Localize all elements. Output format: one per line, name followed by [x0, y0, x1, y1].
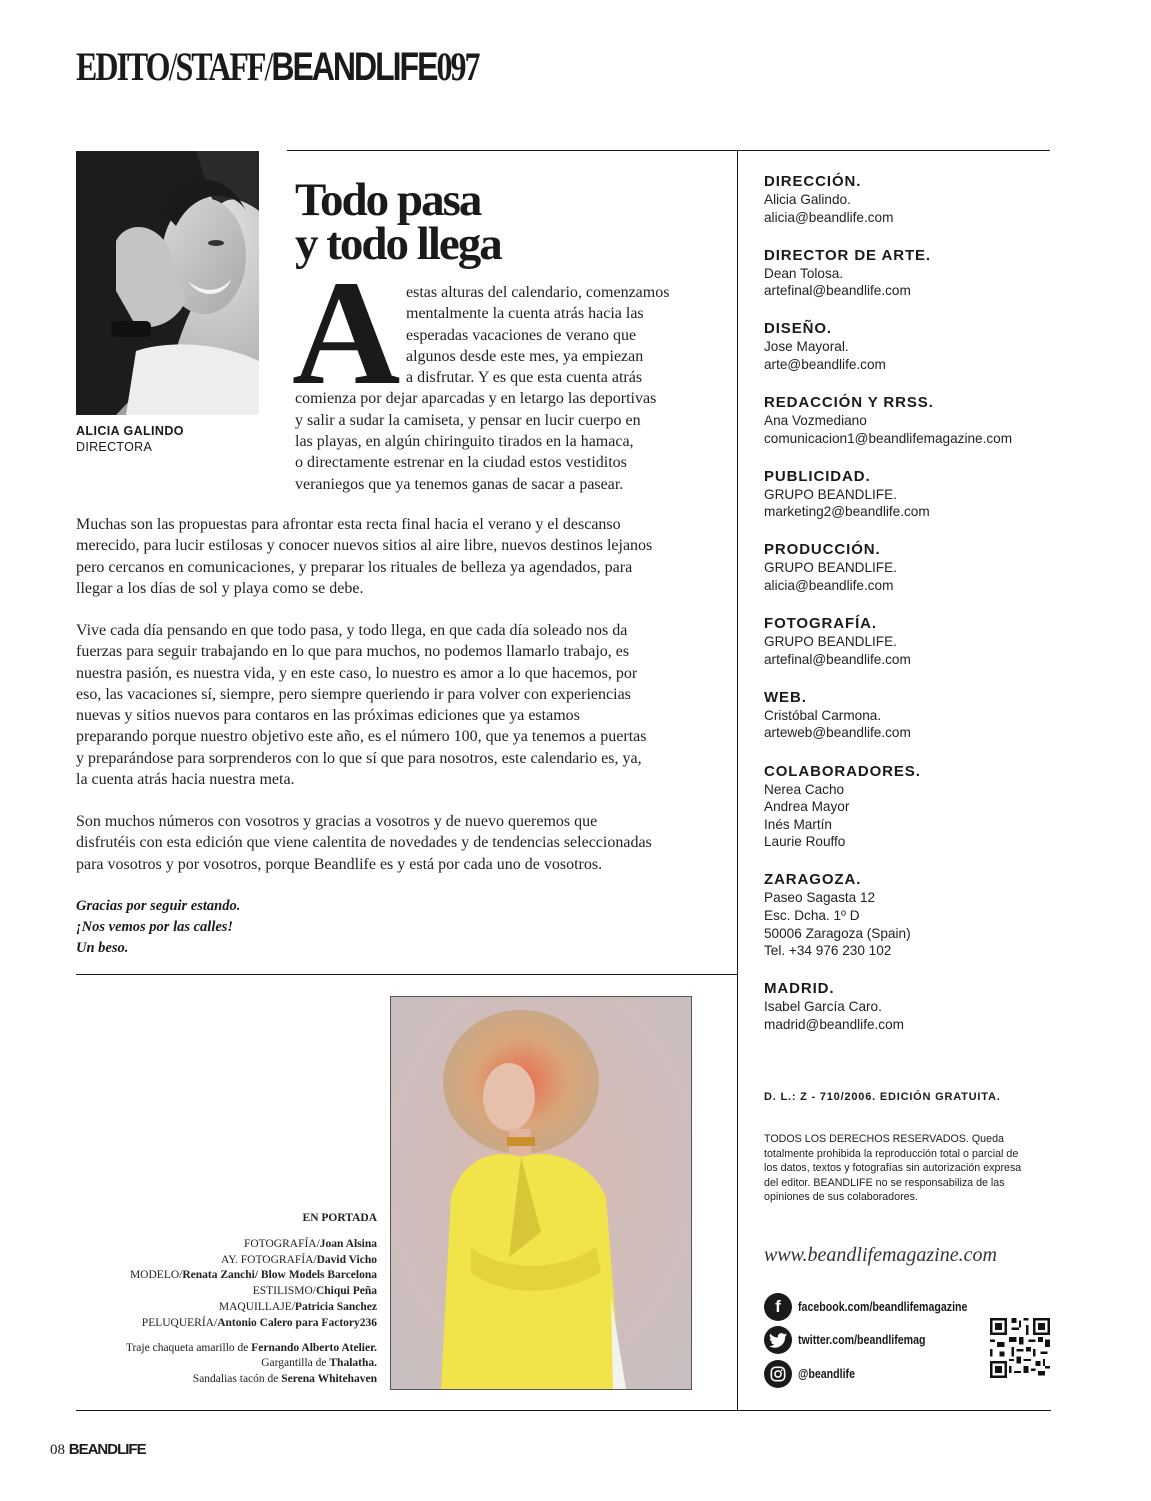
staff-heading: DIRECTOR DE ARTE.: [764, 246, 931, 264]
header-separator: /: [264, 44, 272, 89]
portrait-illustration: [76, 151, 259, 415]
twitter-handle: twitter.com/beandlifemag: [798, 1333, 926, 1347]
text-line: y preparándose para sorprenderos con lo que sí que para nosotros, este calendario es, ya,: [76, 749, 642, 767]
title-line: y todo llega: [295, 218, 501, 270]
bottom-rule: [76, 1410, 1051, 1411]
website-link[interactable]: www.beandlifemagazine.com: [764, 1244, 997, 1266]
staff-heading: REDACCIÓN Y RRSS.: [764, 394, 934, 412]
wardrobe-label: Traje chaqueta amarillo de: [125, 1341, 252, 1354]
text-line: estas alturas del calendario, comenzamos: [406, 284, 670, 301]
staff-email[interactable]: alicia@beandlife.com: [764, 209, 894, 225]
page-number: 08: [50, 1442, 65, 1458]
text-line: las playas, en algún chiringuito tirados en la hamaca,: [295, 433, 634, 451]
credit-value: Antonio Calero para Factory236: [217, 1316, 377, 1329]
text-line: Son muchos números con vosotros y gracias a vosotros y de nuevo queremos que: [76, 813, 598, 830]
staff-detail: Nerea Cacho: [764, 781, 845, 797]
staff-block: [764, 394, 1064, 447]
staff-heading: PUBLICIDAD.: [764, 467, 871, 485]
staff-heading: FOTOGRAFÍA.: [764, 615, 877, 633]
staff-detail: Ana Vozmediano: [764, 413, 867, 429]
staff-email[interactable]: alicia@beandlife.com: [764, 578, 894, 594]
credit-line: [126, 1300, 377, 1316]
text-line: a disfrutar. Y es que esta cuenta atrás: [406, 369, 643, 387]
facebook-icon: f: [764, 1293, 792, 1321]
page-footer: [50, 1441, 146, 1459]
staff-heading: ZARAGOZA.: [764, 871, 862, 889]
staff-heading: PRODUCCIÓN.: [764, 541, 881, 559]
wardrobe-label: Sandalias tacón de: [192, 1373, 282, 1386]
staff-block: [764, 173, 1064, 226]
credit-label: PELUQUERÍA/: [141, 1316, 218, 1329]
staff-block: [764, 763, 1064, 851]
cover-credits: [126, 1211, 377, 1388]
page-header: [76, 44, 579, 90]
wardrobe-value: Thalatha.: [329, 1357, 377, 1370]
body-paragraph-2: [76, 620, 706, 790]
credit-value: Renata Zanchi/ Blow Models Barcelona: [182, 1269, 377, 1282]
staff-detail: Isabel García Caro.: [764, 999, 882, 1015]
staff-block: [764, 871, 1064, 959]
staff-detail: Esc. Dcha. 1º D: [764, 907, 860, 923]
instagram-link[interactable]: [764, 1360, 865, 1388]
rights-line: TODOS LOS DERECHOS RESERVADOS. Queda: [764, 1133, 1004, 1145]
drop-cap: A: [292, 250, 401, 416]
wardrobe-value: Serena Whitehaven: [281, 1373, 377, 1386]
wardrobe-line: [126, 1341, 377, 1357]
staff-detail: GRUPO BEANDLIFE.: [764, 560, 897, 576]
staff-block: [764, 320, 1064, 373]
director-portrait: [76, 151, 259, 415]
staff-heading: MADRID.: [764, 980, 835, 998]
signoff-line: Gracias por seguir estando.: [76, 898, 241, 914]
title-line: Todo pasa: [295, 174, 481, 226]
text-line: Vive cada día pensando en que todo pasa, y todo llega, en que cada día soleado nos da: [76, 622, 628, 639]
legal-deposit: D. L.: Z - 710/2006. EDICIÓN GRATUITA.: [764, 1091, 1001, 1103]
staff-heading: DIRECCIÓN.: [764, 173, 862, 190]
wardrobe-label: Gargantilla de: [261, 1357, 330, 1370]
staff-heading: WEB.: [764, 688, 807, 706]
staff-block: [764, 980, 1064, 1033]
twitter-icon: [764, 1326, 792, 1354]
credit-label: AY. FOTOGRAFÍA/: [220, 1253, 317, 1266]
credit-spacer: [126, 1332, 377, 1341]
credit-line: [126, 1237, 377, 1253]
staff-detail: Tel. +34 976 230 102: [764, 943, 892, 959]
text-line: y salir a sudar la camiseta, y pensar en lucir cuerpo en: [295, 411, 641, 429]
staff-list: [764, 173, 1064, 1054]
staff-detail: Paseo Sagasta 12: [764, 890, 876, 906]
portrait-name: ALICIA GALINDO: [76, 424, 184, 438]
wardrobe-value: Fernando Alberto Atelier.: [251, 1341, 377, 1354]
cover-illustration: [391, 997, 691, 1389]
text-line: nuevas y sitios nuevos para contaros en las próximas ediciones que ya estamos: [76, 707, 580, 725]
staff-heading: COLABORADORES.: [764, 762, 921, 780]
credit-label: FOTOGRAFÍA/: [243, 1237, 320, 1250]
staff-email[interactable]: artefinal@beandlife.com: [764, 651, 911, 667]
credit-line: [126, 1268, 377, 1284]
body-paragraph-1: [76, 514, 706, 599]
header-brand: BEANDLIFE: [271, 45, 437, 89]
header-separator: /: [168, 44, 176, 89]
staff-heading: DISEÑO.: [764, 320, 832, 338]
credit-line: [126, 1284, 377, 1300]
credit-label: MAQUILLAJE/: [218, 1300, 295, 1313]
staff-detail: Jose Mayoral.: [764, 339, 849, 355]
closing-signoff: [76, 896, 240, 959]
staff-detail: Dean Tolosa.: [764, 265, 844, 281]
text-line: preparando porque nuestro objetivo este año, es el número 100, que ya tenemos a puertas: [76, 728, 647, 746]
credit-line: [126, 1316, 377, 1332]
text-line: fuerzas para seguir trabajando en lo que para muchos, no podemos llamarlo trabajo, es: [76, 643, 630, 661]
mid-rule: [76, 974, 737, 975]
text-line: comienza por dejar aparcadas y en letargo las deportivas: [295, 390, 657, 408]
credit-label: MODELO/: [129, 1269, 183, 1282]
staff-block: [764, 468, 1064, 521]
signoff-line: ¡Nos vemos por las calles!: [76, 919, 234, 935]
qr-code[interactable]: [990, 1318, 1050, 1378]
staff-detail: Inés Martín: [764, 816, 832, 832]
staff-detail: Cristóbal Carmona.: [764, 707, 882, 723]
qr-code-graphic: [990, 1318, 1050, 1378]
credit-value: David Vicho: [316, 1253, 377, 1266]
text-line: veraniegos que ya tenemos ganas de sacar a pasear.: [295, 475, 624, 493]
staff-detail: GRUPO BEANDLIFE.: [764, 634, 897, 650]
staff-block: [764, 541, 1064, 594]
staff-email[interactable]: madrid@beandlife.com: [764, 1016, 904, 1032]
text-line: mentalmente la cuenta atrás hacia las: [406, 305, 644, 323]
text-line: la cuenta atrás hacia nuestra meta.: [76, 771, 295, 789]
staff-email[interactable]: marketing2@beandlife.com: [764, 504, 930, 520]
facebook-handle: facebook.com/beandlifemagazine: [798, 1300, 968, 1314]
text-line: merecido, para lucir estilosas y conocer nuevos sitios al aire libre, nuevos destinos lejanos: [76, 537, 653, 555]
text-line: llegar a los días de sol y playa como se debe.: [76, 579, 364, 597]
instagram-icon: [764, 1360, 792, 1388]
footer-brand: BEANDLIFE: [68, 1441, 146, 1458]
rights-line: los datos, textos y fotografías sin autorización expresa: [764, 1162, 1022, 1175]
rights-line: del editor. BEANDLIFE no se responsabiliza de las: [764, 1176, 1005, 1189]
text-line: pero cercanos en comunicaciones, y preparar los rituales de belleza ya agendados, para: [76, 558, 633, 576]
credit-value: Joan Alsina: [319, 1237, 377, 1250]
text-line: eso, las vacaciones sí, siempre, pero siempre queriendo ir para volver con experiencias: [76, 685, 631, 703]
header-edito: EDITO: [76, 44, 169, 89]
rights-line: opiniones de sus colaboradores.: [764, 1191, 918, 1204]
credit-label: ESTILISMO/: [252, 1285, 316, 1298]
staff-block: [764, 247, 1064, 300]
text-line: algunos desde este mes, ya empiezan: [406, 347, 644, 365]
staff-block: [764, 689, 1064, 742]
column-divider: [737, 150, 738, 1411]
credit-value: Patricia Sanchez: [294, 1300, 377, 1313]
staff-detail: GRUPO BEANDLIFE.: [764, 486, 897, 502]
rights-line: totalmente prohibida la reproducción total o parcial de: [764, 1147, 1019, 1160]
wardrobe-line: [126, 1356, 377, 1372]
staff-email[interactable]: arteweb@beandlife.com: [764, 725, 911, 741]
top-rule: [287, 150, 1050, 151]
header-staff: STAFF: [175, 44, 265, 89]
wardrobe-line: [126, 1372, 377, 1388]
staff-detail: Laurie Rouffo: [764, 834, 846, 850]
intro-paragraph: [295, 282, 715, 495]
staff-email[interactable]: artefinal@beandlife.com: [764, 283, 911, 299]
credit-line: [126, 1253, 377, 1269]
staff-detail: Alicia Galindo.: [764, 192, 851, 207]
staff-block: [764, 615, 1064, 668]
credits-heading: EN PORTADA: [302, 1212, 377, 1224]
text-line: nuestra pasión, es nuestra vida, y en este caso, lo nuestro es amor a lo que hacemos, por: [76, 664, 638, 682]
staff-detail: Andrea Mayor: [764, 799, 850, 815]
instagram-handle: @beandlife: [798, 1367, 856, 1381]
header-issue: 097: [436, 44, 479, 89]
rights-notice: [764, 1132, 1039, 1205]
text-line: disfrutéis con esta edición que viene calentita de novedades y de tendencias seleccionadas: [76, 834, 652, 852]
portrait-role: DIRECTORA: [76, 440, 153, 454]
text-line: o directamente estrenar en la ciudad estos vestiditos: [295, 454, 627, 472]
staff-email[interactable]: comunicacion1@beandlifemagazine.com: [764, 430, 1013, 446]
staff-email[interactable]: arte@beandlife.com: [764, 356, 886, 372]
credit-value: Chiqui Peña: [315, 1285, 377, 1298]
staff-detail: 50006 Zaragoza (Spain): [764, 925, 911, 941]
body-paragraph-3: [76, 811, 706, 875]
text-line: para vosotros y por vosotros, porque Beandlife es y está por cada uno de vosotros.: [76, 855, 603, 873]
twitter-link[interactable]: [764, 1326, 948, 1354]
cover-photo: [390, 996, 692, 1390]
text-line: esperadas vacaciones de verano que: [406, 326, 637, 344]
facebook-link[interactable]: [764, 1293, 997, 1321]
signoff-line: Un beso.: [76, 940, 129, 956]
text-line: Muchas son las propuestas para afrontar esta recta final hacia el verano y el descanso: [76, 516, 621, 533]
